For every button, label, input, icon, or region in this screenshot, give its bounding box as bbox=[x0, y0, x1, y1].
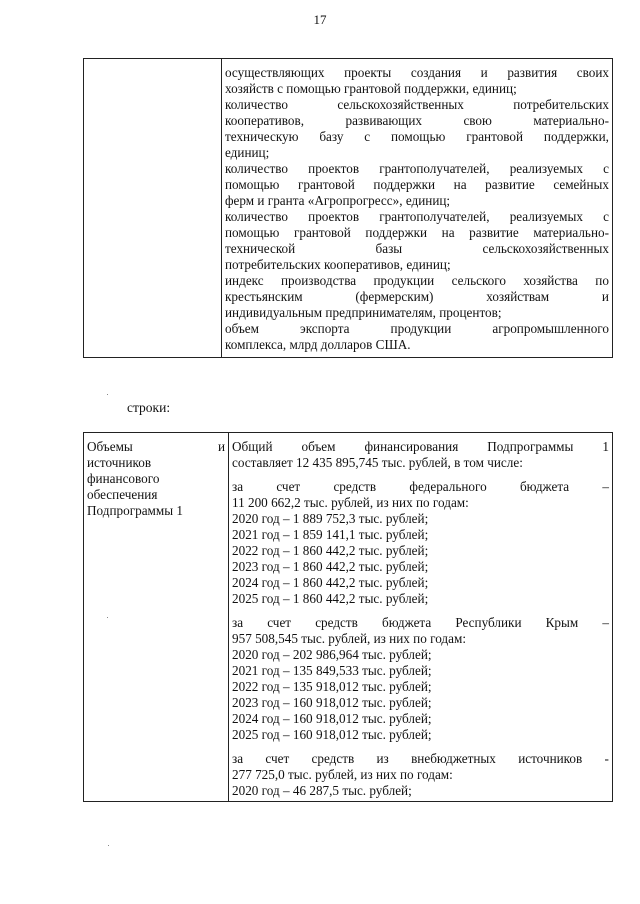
text-word: внебюджетных bbox=[411, 751, 496, 766]
text-word: 2020 год – 46 287,5 тыс. рублей; bbox=[232, 783, 412, 798]
text-word: средств bbox=[311, 751, 355, 766]
text-word: 2025 год – 1 860 442,2 тыс. рублей; bbox=[232, 591, 429, 606]
text-word: грантополучателей, bbox=[379, 161, 490, 176]
text-line bbox=[232, 751, 609, 767]
funding-text-cell bbox=[229, 433, 613, 802]
text-word: помощью bbox=[225, 177, 280, 192]
text-word: 957 508,545 тыс. рублей, из них по годам: bbox=[232, 631, 466, 646]
indicators-left-cell bbox=[84, 59, 222, 358]
text-line bbox=[232, 455, 609, 471]
text-word: грантовой bbox=[466, 129, 524, 144]
text-line bbox=[232, 695, 609, 711]
text-word: помощью bbox=[225, 225, 280, 240]
text-word: 277 725,0 тыс. рублей, из них по годам: bbox=[232, 767, 453, 782]
text-word: 2022 год – 1 860 442,2 тыс. рублей; bbox=[232, 543, 429, 558]
text-word: с bbox=[364, 129, 371, 144]
text-line bbox=[225, 257, 609, 273]
text-word: хозяйствам bbox=[486, 289, 550, 304]
text-word: агропромышленного bbox=[492, 321, 609, 336]
text-word: за bbox=[232, 479, 244, 494]
text-word: Общий bbox=[232, 439, 273, 454]
text-word: развитие bbox=[469, 225, 519, 240]
text-line bbox=[232, 679, 609, 695]
text-word: производства bbox=[281, 273, 357, 288]
text-word: 2021 год – 135 849,533 тыс. рублей; bbox=[232, 663, 432, 678]
funding-label-line: источников bbox=[87, 455, 152, 470]
text-line bbox=[225, 225, 609, 241]
text-word: Республики bbox=[455, 615, 522, 630]
text-word: поддержки bbox=[373, 177, 436, 192]
text-word: - bbox=[604, 751, 609, 766]
funding-label-line: обеспечения bbox=[87, 487, 158, 502]
text-word: из bbox=[376, 751, 389, 766]
text-word: 1 bbox=[602, 439, 609, 454]
text-line bbox=[232, 495, 609, 511]
text-line bbox=[232, 439, 609, 455]
text-word: поддержки, bbox=[543, 129, 609, 144]
text-line bbox=[225, 193, 609, 209]
text-word: осуществляющих bbox=[225, 65, 325, 80]
text-word: проекты bbox=[344, 65, 392, 80]
text-line bbox=[225, 161, 609, 177]
text-word: 2023 год – 160 918,012 тыс. рублей; bbox=[232, 695, 432, 710]
text-word: сельскохозяйственных bbox=[337, 97, 464, 112]
text-word: экспорта bbox=[300, 321, 350, 336]
text-word: за bbox=[232, 751, 244, 766]
text-word: бюджета bbox=[519, 479, 570, 494]
text-word: количество bbox=[225, 97, 288, 112]
text-word: комплекса, млрд долларов США. bbox=[225, 337, 411, 352]
text-word: базу bbox=[319, 129, 344, 144]
text-word: бюджета bbox=[382, 615, 432, 630]
funding-block bbox=[232, 615, 609, 743]
text-word: (фермерским) bbox=[355, 289, 434, 304]
text-line bbox=[225, 177, 609, 193]
funding-label-word: Объемы bbox=[87, 439, 133, 454]
funding-block bbox=[232, 479, 609, 607]
scan-speck bbox=[108, 845, 109, 846]
text-word: счет bbox=[267, 615, 292, 630]
text-word: объем bbox=[301, 439, 336, 454]
text-word: технической bbox=[225, 241, 296, 256]
indicators-table-fragment bbox=[83, 58, 613, 358]
text-word: потребительских кооперативов, единиц; bbox=[225, 257, 451, 272]
text-word: составляет 12 435 895,745 тыс. рублей, в том числе: bbox=[232, 455, 523, 470]
text-line bbox=[232, 711, 609, 727]
text-line bbox=[232, 615, 609, 631]
text-line bbox=[232, 575, 609, 591]
text-word: развивающих bbox=[345, 113, 422, 128]
text-line bbox=[225, 145, 609, 161]
text-line bbox=[232, 663, 609, 679]
text-word: – bbox=[602, 479, 609, 494]
text-line bbox=[232, 527, 609, 543]
text-line bbox=[232, 511, 609, 527]
text-line bbox=[232, 727, 609, 743]
text-line bbox=[232, 543, 609, 559]
text-line bbox=[225, 113, 609, 129]
text-word: счет bbox=[265, 751, 290, 766]
text-line bbox=[232, 559, 609, 575]
text-word: развития bbox=[507, 65, 558, 80]
text-word: свою bbox=[463, 113, 492, 128]
text-word: количество bbox=[225, 209, 288, 224]
text-word: количество bbox=[225, 161, 288, 176]
text-word: источников bbox=[518, 751, 583, 766]
text-word: индекс bbox=[225, 273, 264, 288]
text-line bbox=[225, 97, 609, 113]
text-word: крестьянским bbox=[225, 289, 303, 304]
text-word: поддержки bbox=[365, 225, 428, 240]
text-word: 2022 год – 135 918,012 тыс. рублей; bbox=[232, 679, 432, 694]
text-word: грантополучателей, bbox=[379, 209, 490, 224]
text-line bbox=[225, 129, 609, 145]
text-word: реализуемых bbox=[509, 209, 583, 224]
text-word: сельскохозяйственных bbox=[482, 241, 609, 256]
text-word: помощью bbox=[390, 129, 446, 144]
text-word: с bbox=[603, 161, 609, 176]
text-line bbox=[232, 647, 609, 663]
text-line bbox=[225, 305, 609, 321]
text-word: кооперативов, bbox=[225, 113, 305, 128]
block-gap bbox=[232, 607, 609, 615]
text-word: сельского bbox=[451, 273, 506, 288]
text-word: материально- bbox=[533, 225, 609, 240]
text-word: продукции bbox=[373, 273, 435, 288]
text-word: средств bbox=[333, 479, 377, 494]
text-word: с bbox=[603, 209, 609, 224]
scan-speck bbox=[107, 394, 108, 395]
text-word: продукции bbox=[390, 321, 452, 336]
text-word: финансирования bbox=[364, 439, 459, 454]
text-word: счет bbox=[276, 479, 301, 494]
funding-label-word: и bbox=[217, 439, 225, 454]
text-word: грантовой bbox=[293, 225, 351, 240]
text-line bbox=[225, 209, 609, 225]
text-word: средств bbox=[315, 615, 358, 630]
text-word: реализуемых bbox=[509, 161, 583, 176]
text-line bbox=[225, 65, 609, 81]
funding-label-first-line bbox=[87, 439, 225, 455]
text-word: 2023 год – 1 860 442,2 тыс. рублей; bbox=[232, 559, 429, 574]
text-word: материально- bbox=[533, 113, 609, 128]
text-word: 2021 год – 1 859 141,1 тыс. рублей; bbox=[232, 527, 429, 542]
funding-label-cell bbox=[84, 433, 229, 802]
text-line bbox=[225, 81, 609, 97]
text-word: Крым bbox=[545, 615, 579, 630]
text-word: семейных bbox=[553, 177, 609, 192]
text-word: техническую bbox=[225, 129, 299, 144]
text-word: потребительских bbox=[513, 97, 609, 112]
text-line bbox=[225, 289, 609, 305]
text-word: хозяйства bbox=[523, 273, 578, 288]
text-word: создания bbox=[410, 65, 462, 80]
text-word: проектов bbox=[308, 209, 360, 224]
funding-table bbox=[83, 432, 613, 802]
funding-block bbox=[232, 439, 609, 471]
text-word: развитие bbox=[485, 177, 535, 192]
text-word: грантовой bbox=[297, 177, 355, 192]
text-line bbox=[225, 337, 609, 353]
text-line bbox=[232, 591, 609, 607]
text-word: индивидуальным предпринимателям, процентов; bbox=[225, 305, 502, 320]
text-line bbox=[232, 479, 609, 495]
text-word: за bbox=[232, 615, 244, 630]
text-word: и bbox=[601, 289, 609, 304]
text-word: и bbox=[480, 65, 488, 80]
text-word: своих bbox=[576, 65, 609, 80]
rows-label: строки: bbox=[127, 400, 171, 415]
page-number: 17 bbox=[313, 12, 327, 27]
text-line bbox=[225, 241, 609, 257]
text-line bbox=[232, 767, 609, 783]
text-word: 2020 год – 1 889 752,3 тыс. рублей; bbox=[232, 511, 429, 526]
indicators-text bbox=[225, 65, 609, 353]
text-word: объем bbox=[225, 321, 259, 336]
funding-text bbox=[232, 439, 609, 799]
text-line bbox=[232, 631, 609, 647]
text-word: единиц; bbox=[225, 145, 270, 160]
text-word: по bbox=[595, 273, 609, 288]
text-word: 2025 год – 160 918,012 тыс. рублей; bbox=[232, 727, 432, 742]
text-word: на bbox=[441, 225, 455, 240]
funding-label-line: Подпрограммы 1 bbox=[87, 503, 183, 518]
text-word: базы bbox=[375, 241, 403, 256]
indicators-text-cell bbox=[222, 59, 613, 358]
text-word: ферм и гранта «Агропрогресс», единиц; bbox=[225, 193, 451, 208]
block-gap bbox=[232, 743, 609, 751]
scan-speck bbox=[107, 617, 108, 618]
text-word: 2020 год – 202 986,964 тыс. рублей; bbox=[232, 647, 432, 662]
text-word: 2024 год – 1 860 442,2 тыс. рублей; bbox=[232, 575, 429, 590]
text-word: хозяйств с помощью грантовой поддержки, единиц; bbox=[225, 81, 517, 96]
text-word: – bbox=[602, 615, 609, 630]
block-gap bbox=[232, 471, 609, 479]
text-word: проектов bbox=[308, 161, 360, 176]
text-word: Подпрограммы bbox=[487, 439, 574, 454]
text-line bbox=[232, 783, 609, 799]
text-word: федерального bbox=[409, 479, 487, 494]
funding-block bbox=[232, 751, 609, 799]
text-line bbox=[225, 273, 609, 289]
funding-label-line: финансового bbox=[87, 471, 160, 486]
text-word: на bbox=[453, 177, 467, 192]
text-word: 11 200 662,2 тыс. рублей, из них по годам: bbox=[232, 495, 469, 510]
text-line bbox=[225, 321, 609, 337]
text-word: 2024 год – 160 918,012 тыс. рублей; bbox=[232, 711, 432, 726]
